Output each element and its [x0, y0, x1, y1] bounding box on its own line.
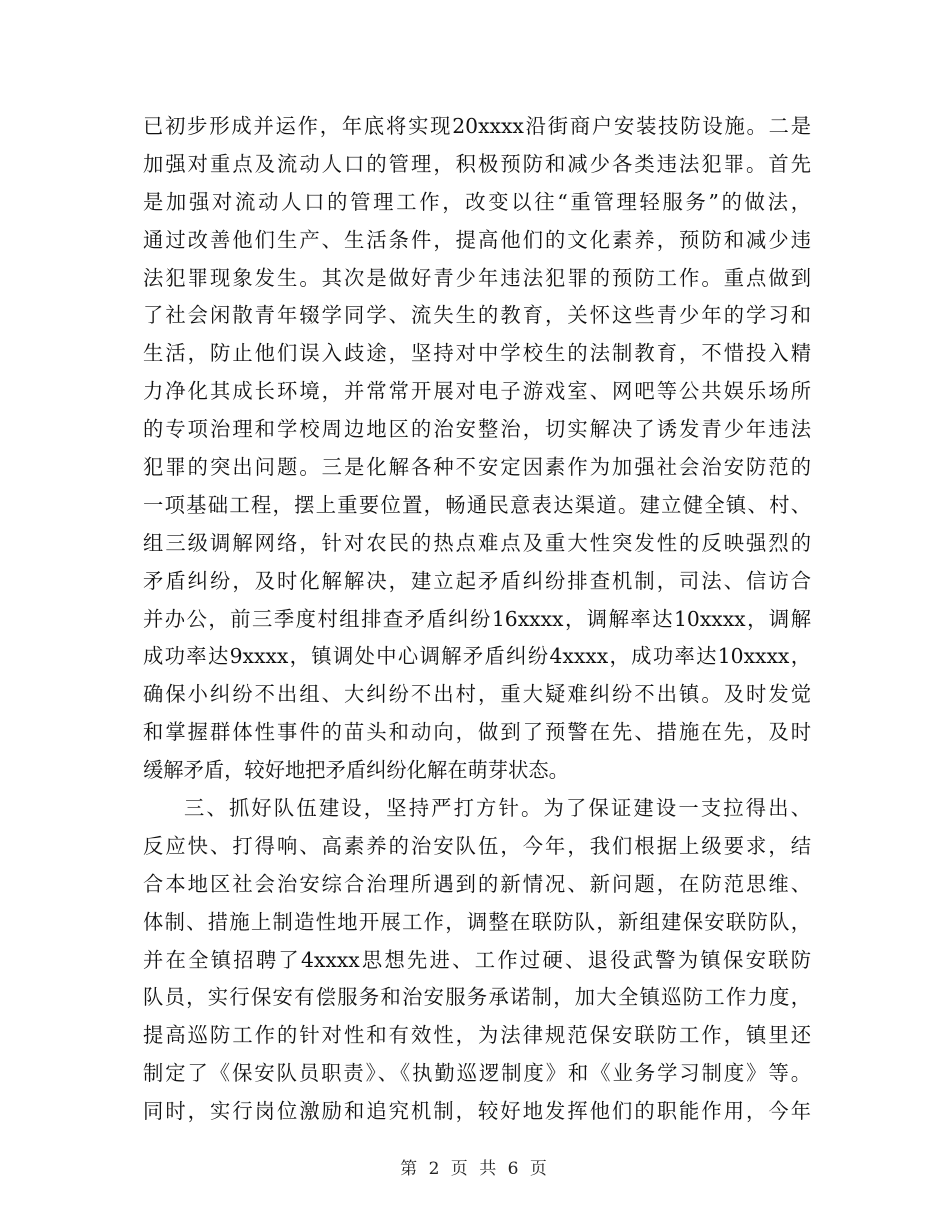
text-line: 体制、措施上制造性地开展工作，调整在联防队，新组建保安联防队，	[143, 909, 811, 934]
text-line: 成功率达9xxxx，镇调处中心调解矛盾纠纷4xxxx，成功率达10xxxx，	[143, 644, 811, 669]
text-line: 的专项治理和学校周边地区的治安整治，切实解决了诱发青少年违法	[143, 417, 811, 442]
text-line: 已初步形成并运作，年底将实现20xxxx沿街商户安装技防设施。二是	[143, 114, 811, 138]
page-number-footer: 第 2 页 共 6 页	[400, 1159, 550, 1179]
text-line: 是加强对流动人口的管理工作，改变以往“重管理轻服务”的做法，	[143, 189, 811, 214]
text-line: 组三级调解网络，针对农民的热点难点及重大性突发性的反映强烈的	[143, 530, 811, 555]
text-line: 并办公，前三季度村组排查矛盾纠纷16xxxx，调解率达10xxxx，调解	[143, 606, 811, 631]
text-line: 加强对重点及流动人口的管理，积极预防和减少各类违法犯罪。首先	[143, 151, 811, 176]
text-line: 了社会闲散青年辍学同学、流失生的教育，关怀这些青少年的学习和	[143, 303, 811, 328]
paragraph-start-line: 三、抓好队伍建设，坚持严打方针。为了保证建设一支拉得出、	[184, 796, 811, 821]
text-line: 同时，实行岗位激励和追究机制，较好地发挥他们的职能作用，今年	[143, 1099, 811, 1124]
text-line: 队员，实行保安有偿服务和治安服务承诺制，加大全镇巡防工作力度，	[143, 985, 811, 1010]
text-line: 一项基础工程，摆上重要位置，畅通民意表达渠道。建立健全镇、村、	[143, 492, 811, 517]
body-text	[143, 108, 811, 1131]
text-line: 矛盾纠纷，及时化解解决，建立起矛盾纠纷排查机制，司法、信访合	[143, 568, 811, 593]
text-line: 并在全镇招聘了4xxxx思想先进、工作过硬、退役武警为镇保安联防	[143, 947, 811, 972]
text-line: 合本地区社会治安综合治理所遇到的新情况、新问题，在防范思维、	[143, 871, 811, 896]
text-line: 和掌握群体性事件的苗头和动向，做到了预警在先、措施在先，及时	[143, 720, 811, 745]
text-line: 犯罪的突出问题。三是化解各种不安定因素作为加强社会治安防范的	[143, 455, 811, 480]
text-line: 反应快、打得响、高素养的治安队伍，今年，我们根据上级要求，结	[143, 833, 811, 858]
text-line: 提高巡防工作的针对性和有效性，为法律规范保安联防工作，镇里还	[143, 1023, 811, 1048]
text-line: 法犯罪现象发生。其次是做好青少年违法犯罪的预防工作。重点做到	[143, 265, 811, 290]
text-line: 制定了《保安队员职责》、《执勤巡逻制度》和《业务学习制度》等。	[143, 1061, 811, 1086]
text-line: 通过改善他们生产、生活条件，提高他们的文化素养，预防和减少违	[143, 227, 811, 252]
text-line: 确保小纠纷不出组、大纠纷不出村，重大疑难纠纷不出镇。及时发觉	[143, 682, 811, 707]
paragraph-end-line: 缓解矛盾，较好地把矛盾纠纷化解在萌芽状态。	[143, 758, 569, 783]
text-line: 生活，防止他们误入歧途，坚持对中学校生的法制教育，不惜投入精	[143, 341, 811, 366]
text-line: 力净化其成长环境，并常常开展对电子游戏室、网吧等公共娱乐场所	[143, 379, 811, 404]
